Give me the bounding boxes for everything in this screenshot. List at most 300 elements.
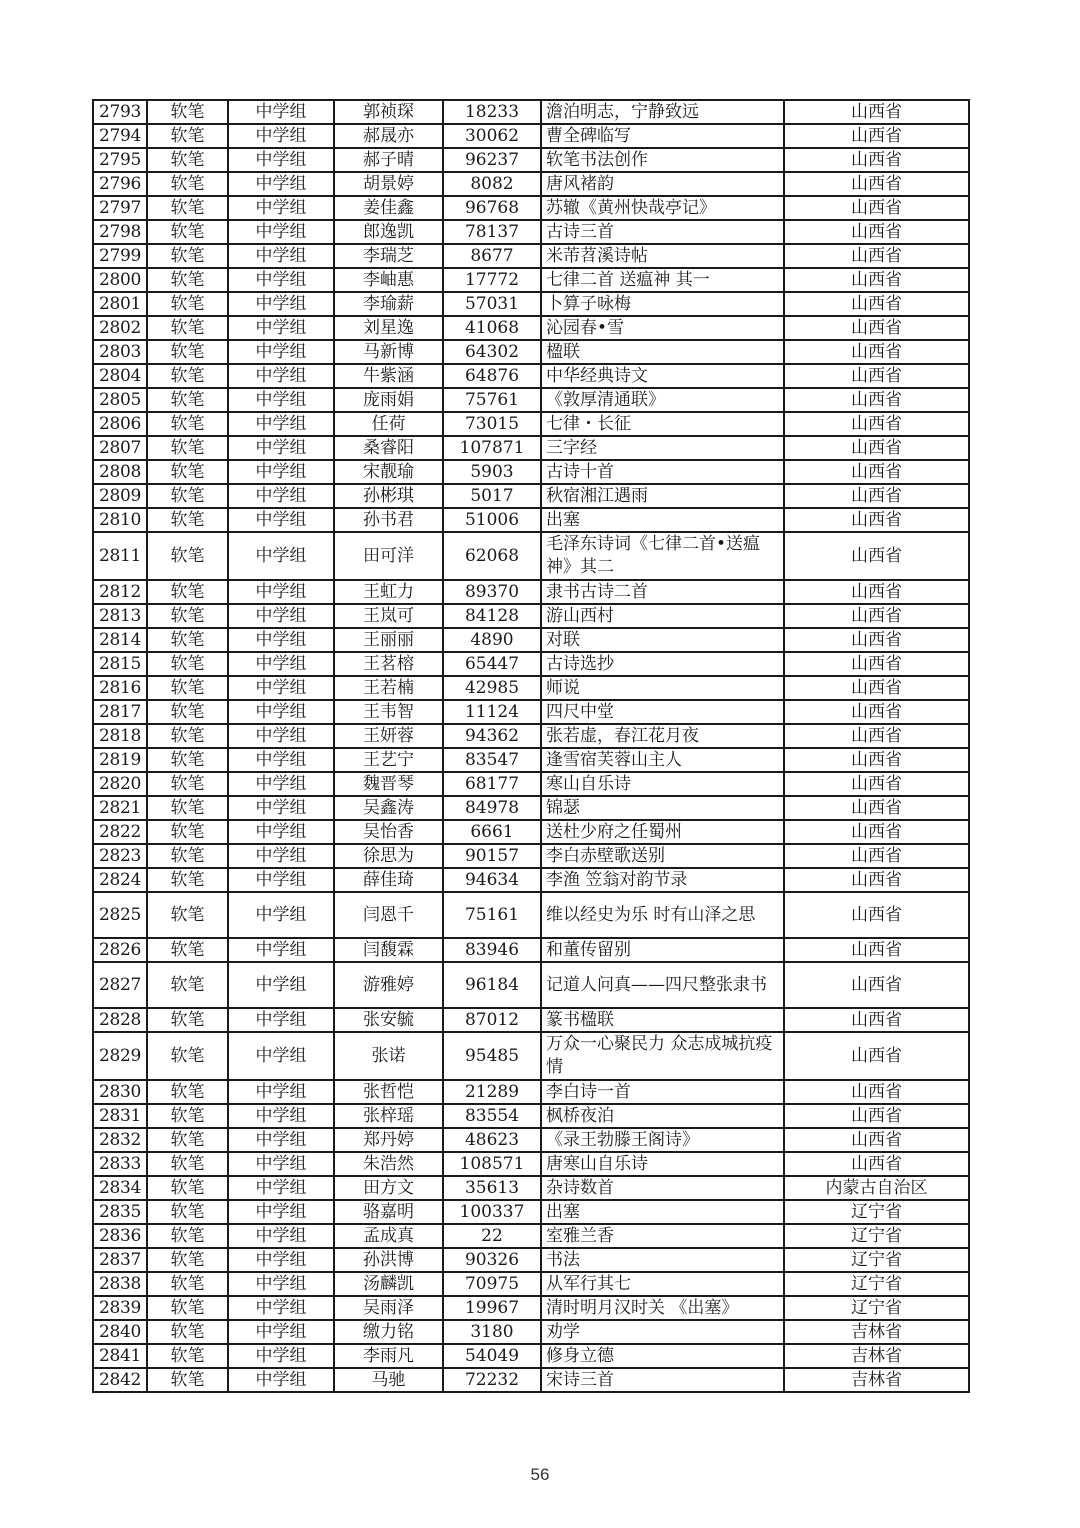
name-cell: 孙彬琪: [334, 484, 443, 508]
row-number: 2816: [93, 676, 147, 700]
province-cell: 辽宁省: [784, 1296, 969, 1320]
table-row: [93, 1128, 969, 1152]
row-number: 2817: [93, 700, 147, 724]
group-cell: 中学组: [228, 1008, 334, 1032]
group-cell: 中学组: [228, 604, 334, 628]
province-cell: 山西省: [784, 1032, 969, 1080]
category-cell: 软笔: [147, 772, 228, 796]
province-cell: 山西省: [784, 388, 969, 412]
category-cell: 软笔: [147, 484, 228, 508]
category-cell: 软笔: [147, 1008, 228, 1032]
entry-id-cell: 87012: [443, 1008, 541, 1032]
work-title-cell: 师说: [541, 676, 784, 700]
entry-id-cell: 90157: [443, 844, 541, 868]
province-cell: 吉林省: [784, 1344, 969, 1368]
row-number: 2804: [93, 364, 147, 388]
row-number: 2798: [93, 220, 147, 244]
province-cell: 辽宁省: [784, 1272, 969, 1296]
province-cell: 山西省: [784, 724, 969, 748]
group-cell: 中学组: [228, 532, 334, 580]
table-row: [93, 220, 969, 244]
province-cell: 山西省: [784, 100, 969, 124]
entry-id-cell: 90326: [443, 1248, 541, 1272]
table-row: [93, 1008, 969, 1032]
name-cell: 郭祯琛: [334, 100, 443, 124]
province-cell: 山西省: [784, 292, 969, 316]
entry-id-cell: 5903: [443, 460, 541, 484]
table-row: [93, 604, 969, 628]
province-cell: 山西省: [784, 772, 969, 796]
group-cell: 中学组: [228, 196, 334, 220]
category-cell: 软笔: [147, 1032, 228, 1080]
table-row: [93, 1176, 969, 1200]
name-cell: 吴怡香: [334, 820, 443, 844]
province-cell: 山西省: [784, 796, 969, 820]
work-title-cell: 从军行其七: [541, 1272, 784, 1296]
category-cell: 软笔: [147, 844, 228, 868]
group-cell: 中学组: [228, 316, 334, 340]
entry-id-cell: 17772: [443, 268, 541, 292]
table-row: [93, 244, 969, 268]
category-cell: 软笔: [147, 1296, 228, 1320]
name-cell: 魏晋琴: [334, 772, 443, 796]
group-cell: 中学组: [228, 100, 334, 124]
province-cell: 山西省: [784, 1080, 969, 1104]
page-number: 56: [530, 1465, 550, 1484]
work-title-cell: 米芾苕溪诗帖: [541, 244, 784, 268]
work-title-cell: 寒山自乐诗: [541, 772, 784, 796]
work-title-cell: 四尺中堂: [541, 700, 784, 724]
name-cell: 王韦智: [334, 700, 443, 724]
work-title-cell: 清时明月汉时关 《出塞》: [541, 1296, 784, 1320]
row-number: 2825: [93, 892, 147, 938]
entry-id-cell: 3180: [443, 1320, 541, 1344]
work-title-cell: 软笔书法创作: [541, 148, 784, 172]
table-row: [93, 844, 969, 868]
name-cell: 王虹力: [334, 580, 443, 604]
name-cell: 汤麟凯: [334, 1272, 443, 1296]
row-number: 2818: [93, 724, 147, 748]
name-cell: 李瑞芝: [334, 244, 443, 268]
group-cell: 中学组: [228, 1248, 334, 1272]
province-cell: 山西省: [784, 436, 969, 460]
table-row: [93, 580, 969, 604]
work-title-cell: 七律・长征: [541, 412, 784, 436]
work-title-cell: 记道人问真——四尺整张隶书: [541, 962, 784, 1008]
name-cell: 王若楠: [334, 676, 443, 700]
table-row: [93, 172, 969, 196]
name-cell: 张梓瑶: [334, 1104, 443, 1128]
group-cell: 中学组: [228, 508, 334, 532]
row-number: 2799: [93, 244, 147, 268]
category-cell: 软笔: [147, 938, 228, 962]
row-number: 2800: [93, 268, 147, 292]
table-row: [93, 436, 969, 460]
entry-id-cell: 65447: [443, 652, 541, 676]
work-title-cell: 对联: [541, 628, 784, 652]
table-row: [93, 700, 969, 724]
name-cell: 郝晟亦: [334, 124, 443, 148]
entry-id-cell: 21289: [443, 1080, 541, 1104]
table-row: [93, 100, 969, 124]
category-cell: 软笔: [147, 436, 228, 460]
group-cell: 中学组: [228, 1320, 334, 1344]
work-title-cell: 李白诗一首: [541, 1080, 784, 1104]
entry-id-cell: 35613: [443, 1176, 541, 1200]
row-number: 2828: [93, 1008, 147, 1032]
table-row: [93, 820, 969, 844]
name-cell: 孙书君: [334, 508, 443, 532]
name-cell: 郎逸凯: [334, 220, 443, 244]
table-row: [93, 938, 969, 962]
group-cell: 中学组: [228, 700, 334, 724]
category-cell: 软笔: [147, 1368, 228, 1392]
province-cell: 山西省: [784, 748, 969, 772]
work-title-cell: 三字经: [541, 436, 784, 460]
work-title-cell: 古诗三首: [541, 220, 784, 244]
category-cell: 软笔: [147, 1248, 228, 1272]
category-cell: 软笔: [147, 220, 228, 244]
group-cell: 中学组: [228, 268, 334, 292]
category-cell: 软笔: [147, 340, 228, 364]
entry-id-cell: 89370: [443, 580, 541, 604]
entry-id-cell: 73015: [443, 412, 541, 436]
entry-id-cell: 6661: [443, 820, 541, 844]
row-number: 2839: [93, 1296, 147, 1320]
name-cell: 张安毓: [334, 1008, 443, 1032]
group-cell: 中学组: [228, 340, 334, 364]
entry-id-cell: 83547: [443, 748, 541, 772]
table-row: [93, 1296, 969, 1320]
row-number: 2819: [93, 748, 147, 772]
name-cell: 李雨凡: [334, 1344, 443, 1368]
table-row: [93, 1032, 969, 1080]
work-title-cell: 修身立德: [541, 1344, 784, 1368]
table-row: [93, 1200, 969, 1224]
table-row: [93, 1080, 969, 1104]
row-number: 2807: [93, 436, 147, 460]
category-cell: 软笔: [147, 1320, 228, 1344]
province-cell: 山西省: [784, 1128, 969, 1152]
name-cell: 马驰: [334, 1368, 443, 1392]
province-cell: 内蒙古自治区: [784, 1176, 969, 1200]
entry-id-cell: 100337: [443, 1200, 541, 1224]
work-title-cell: 送杜少府之任蜀州: [541, 820, 784, 844]
table-row: [93, 364, 969, 388]
work-title-cell: 中华经典诗文: [541, 364, 784, 388]
table-row: [93, 508, 969, 532]
row-number: 2802: [93, 316, 147, 340]
work-title-cell: 游山西村: [541, 604, 784, 628]
province-cell: 山西省: [784, 844, 969, 868]
work-title-cell: 沁园春•雪: [541, 316, 784, 340]
table-row: [93, 796, 969, 820]
province-cell: 辽宁省: [784, 1224, 969, 1248]
group-cell: 中学组: [228, 748, 334, 772]
province-cell: 山西省: [784, 1008, 969, 1032]
category-cell: 软笔: [147, 148, 228, 172]
name-cell: 吴鑫涛: [334, 796, 443, 820]
work-title-cell: 秋宿湘江遇雨: [541, 484, 784, 508]
province-cell: 山西省: [784, 148, 969, 172]
province-cell: 山西省: [784, 196, 969, 220]
row-number: 2805: [93, 388, 147, 412]
entry-id-cell: 19967: [443, 1296, 541, 1320]
entry-id-cell: 8677: [443, 244, 541, 268]
category-cell: 软笔: [147, 412, 228, 436]
table-row: [93, 628, 969, 652]
name-cell: 张诺: [334, 1032, 443, 1080]
name-cell: 王岚可: [334, 604, 443, 628]
name-cell: 闫馥霖: [334, 938, 443, 962]
row-number: 2836: [93, 1224, 147, 1248]
row-number: 2813: [93, 604, 147, 628]
work-title-cell: 书法: [541, 1248, 784, 1272]
province-cell: 辽宁省: [784, 1200, 969, 1224]
row-number: 2822: [93, 820, 147, 844]
row-number: 2801: [93, 292, 147, 316]
name-cell: 任荷: [334, 412, 443, 436]
row-number: 2795: [93, 148, 147, 172]
group-cell: 中学组: [228, 772, 334, 796]
name-cell: 姜佳鑫: [334, 196, 443, 220]
category-cell: 软笔: [147, 1128, 228, 1152]
group-cell: 中学组: [228, 1176, 334, 1200]
province-cell: 山西省: [784, 244, 969, 268]
table-row: [93, 676, 969, 700]
work-title-cell: 楹联: [541, 340, 784, 364]
work-title-cell: 枫桥夜泊: [541, 1104, 784, 1128]
work-title-cell: 七律二首 送瘟神 其一: [541, 268, 784, 292]
group-cell: 中学组: [228, 124, 334, 148]
category-cell: 软笔: [147, 700, 228, 724]
category-cell: 软笔: [147, 460, 228, 484]
table-row: [93, 412, 969, 436]
name-cell: 王艺宁: [334, 748, 443, 772]
group-cell: 中学组: [228, 1200, 334, 1224]
name-cell: 田方文: [334, 1176, 443, 1200]
category-cell: 软笔: [147, 580, 228, 604]
name-cell: 宋靓瑜: [334, 460, 443, 484]
name-cell: 游雅婷: [334, 962, 443, 1008]
row-number: 2838: [93, 1272, 147, 1296]
work-title-cell: 唐寒山自乐诗: [541, 1152, 784, 1176]
table-row: [93, 1272, 969, 1296]
category-cell: 软笔: [147, 868, 228, 892]
group-cell: 中学组: [228, 1080, 334, 1104]
category-cell: 软笔: [147, 532, 228, 580]
table-row: [93, 532, 969, 580]
work-title-cell: 李白赤壁歌送别: [541, 844, 784, 868]
name-cell: 骆嘉明: [334, 1200, 443, 1224]
province-cell: 山西省: [784, 580, 969, 604]
category-cell: 软笔: [147, 172, 228, 196]
table-row: [93, 316, 969, 340]
table-row: [93, 292, 969, 316]
results-table: [92, 99, 970, 1393]
work-title-cell: 澹泊明志，宁静致远: [541, 100, 784, 124]
row-number: 2812: [93, 580, 147, 604]
name-cell: 田可洋: [334, 532, 443, 580]
entry-id-cell: 64302: [443, 340, 541, 364]
table-row: [93, 1104, 969, 1128]
name-cell: 牛紫涵: [334, 364, 443, 388]
work-title-cell: 《敦厚清通联》: [541, 388, 784, 412]
entry-id-cell: 8082: [443, 172, 541, 196]
row-number: 2842: [93, 1368, 147, 1392]
group-cell: 中学组: [228, 1344, 334, 1368]
group-cell: 中学组: [228, 1152, 334, 1176]
table-row: [93, 962, 969, 1008]
category-cell: 软笔: [147, 1224, 228, 1248]
row-number: 2823: [93, 844, 147, 868]
name-cell: 郑丹婷: [334, 1128, 443, 1152]
table-row: [93, 772, 969, 796]
province-cell: 山西省: [784, 508, 969, 532]
entry-id-cell: 62068: [443, 532, 541, 580]
province-cell: 山西省: [784, 652, 969, 676]
province-cell: 山西省: [784, 1104, 969, 1128]
entry-id-cell: 84978: [443, 796, 541, 820]
category-cell: 软笔: [147, 748, 228, 772]
entry-id-cell: 83554: [443, 1104, 541, 1128]
row-number: 2837: [93, 1248, 147, 1272]
work-title-cell: 宋诗三首: [541, 1368, 784, 1392]
table-row: [93, 1344, 969, 1368]
name-cell: 闫恩千: [334, 892, 443, 938]
name-cell: 王妍蓉: [334, 724, 443, 748]
category-cell: 软笔: [147, 364, 228, 388]
work-title-cell: 杂诗数首: [541, 1176, 784, 1200]
province-cell: 山西省: [784, 268, 969, 292]
group-cell: 中学组: [228, 1272, 334, 1296]
name-cell: 王丽丽: [334, 628, 443, 652]
table-row: [93, 124, 969, 148]
group-cell: 中学组: [228, 652, 334, 676]
group-cell: 中学组: [228, 628, 334, 652]
name-cell: 徐思为: [334, 844, 443, 868]
name-cell: 孙洪博: [334, 1248, 443, 1272]
entry-id-cell: 95485: [443, 1032, 541, 1080]
table-row: [93, 1320, 969, 1344]
entry-id-cell: 22: [443, 1224, 541, 1248]
entry-id-cell: 5017: [443, 484, 541, 508]
entry-id-cell: 11124: [443, 700, 541, 724]
name-cell: 缴力铭: [334, 1320, 443, 1344]
row-number: 2793: [93, 100, 147, 124]
row-number: 2830: [93, 1080, 147, 1104]
group-cell: 中学组: [228, 484, 334, 508]
province-cell: 山西省: [784, 124, 969, 148]
row-number: 2821: [93, 796, 147, 820]
entry-id-cell: 96768: [443, 196, 541, 220]
category-cell: 软笔: [147, 652, 228, 676]
row-number: 2803: [93, 340, 147, 364]
name-cell: 胡景婷: [334, 172, 443, 196]
work-title-cell: 维以经史为乐 时有山泽之思: [541, 892, 784, 938]
row-number: 2796: [93, 172, 147, 196]
table-row: [93, 484, 969, 508]
work-title-cell: 室雅兰香: [541, 1224, 784, 1248]
province-cell: 山西省: [784, 676, 969, 700]
group-cell: 中学组: [228, 388, 334, 412]
row-number: 2835: [93, 1200, 147, 1224]
province-cell: 山西省: [784, 412, 969, 436]
work-title-cell: 毛泽东诗词《七律二首•送瘟神》其二: [541, 532, 784, 580]
category-cell: 软笔: [147, 628, 228, 652]
name-cell: 王茗榕: [334, 652, 443, 676]
entry-id-cell: 41068: [443, 316, 541, 340]
table-row: [93, 892, 969, 938]
category-cell: 软笔: [147, 1272, 228, 1296]
group-cell: 中学组: [228, 172, 334, 196]
entry-id-cell: 42985: [443, 676, 541, 700]
group-cell: 中学组: [228, 436, 334, 460]
group-cell: 中学组: [228, 412, 334, 436]
work-title-cell: 锦瑟: [541, 796, 784, 820]
entry-id-cell: 96184: [443, 962, 541, 1008]
work-title-cell: 唐风褚韵: [541, 172, 784, 196]
entry-id-cell: 75161: [443, 892, 541, 938]
table-row: [93, 196, 969, 220]
province-cell: 山西省: [784, 1152, 969, 1176]
work-title-cell: 卜算子咏梅: [541, 292, 784, 316]
group-cell: 中学组: [228, 962, 334, 1008]
province-cell: 山西省: [784, 220, 969, 244]
entry-id-cell: 83946: [443, 938, 541, 962]
table-row: [93, 340, 969, 364]
row-number: 2794: [93, 124, 147, 148]
province-cell: 山西省: [784, 962, 969, 1008]
name-cell: 庞雨娟: [334, 388, 443, 412]
work-title-cell: 张若虚，春江花月夜: [541, 724, 784, 748]
row-number: 2814: [93, 628, 147, 652]
row-number: 2833: [93, 1152, 147, 1176]
work-title-cell: 万众一心聚民力 众志成城抗疫情: [541, 1032, 784, 1080]
work-title-cell: 劝学: [541, 1320, 784, 1344]
group-cell: 中学组: [228, 580, 334, 604]
category-cell: 软笔: [147, 820, 228, 844]
group-cell: 中学组: [228, 892, 334, 938]
province-cell: 山西省: [784, 316, 969, 340]
entry-id-cell: 108571: [443, 1152, 541, 1176]
category-cell: 软笔: [147, 1176, 228, 1200]
name-cell: 桑睿阳: [334, 436, 443, 460]
category-cell: 软笔: [147, 244, 228, 268]
table-row: [93, 148, 969, 172]
category-cell: 软笔: [147, 196, 228, 220]
entry-id-cell: 72232: [443, 1368, 541, 1392]
row-number: 2829: [93, 1032, 147, 1080]
entry-id-cell: 57031: [443, 292, 541, 316]
work-title-cell: 古诗十首: [541, 460, 784, 484]
group-cell: 中学组: [228, 1296, 334, 1320]
table-row: [93, 1152, 969, 1176]
category-cell: 软笔: [147, 724, 228, 748]
work-title-cell: 古诗选抄: [541, 652, 784, 676]
category-cell: 软笔: [147, 1080, 228, 1104]
entry-id-cell: 64876: [443, 364, 541, 388]
category-cell: 软笔: [147, 100, 228, 124]
province-cell: 山西省: [784, 938, 969, 962]
category-cell: 软笔: [147, 962, 228, 1008]
row-number: 2831: [93, 1104, 147, 1128]
work-title-cell: 隶书古诗二首: [541, 580, 784, 604]
row-number: 2840: [93, 1320, 147, 1344]
name-cell: 郝子晴: [334, 148, 443, 172]
entry-id-cell: 94362: [443, 724, 541, 748]
name-cell: 马新博: [334, 340, 443, 364]
